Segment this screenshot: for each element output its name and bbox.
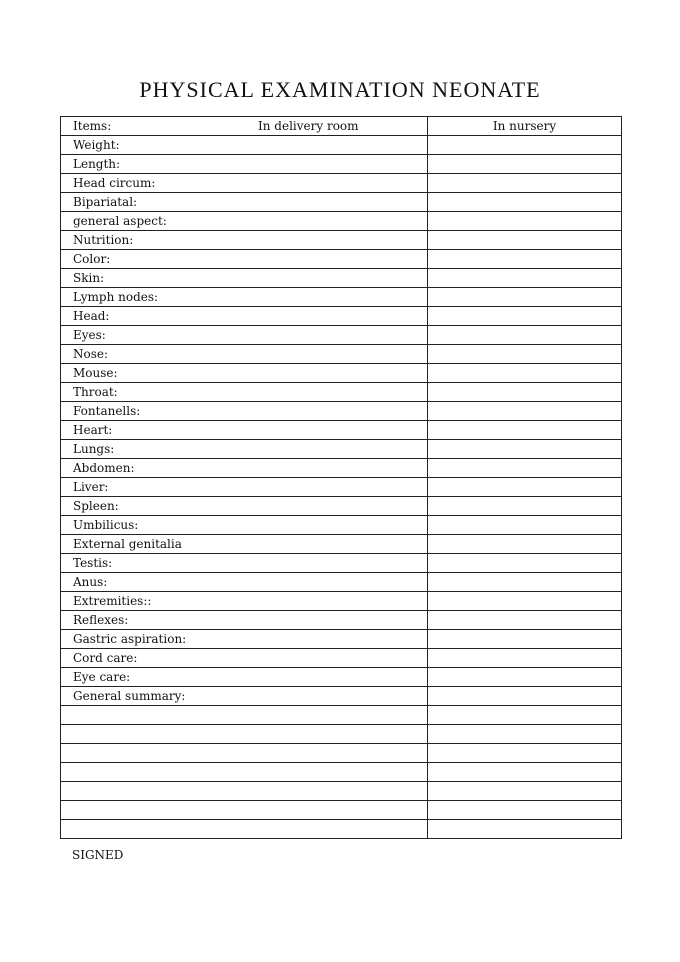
blank-row	[61, 801, 622, 820]
table-row	[61, 497, 622, 516]
table-row	[61, 478, 622, 497]
table-row	[61, 687, 622, 706]
table-row	[61, 421, 622, 440]
nursery-cell[interactable]	[428, 630, 622, 649]
item-label: Eyes:	[73, 328, 106, 342]
document-title: PHYSICAL EXAMINATION NEONATE	[139, 77, 541, 102]
blank-row	[61, 725, 622, 744]
blank-left-cell[interactable]	[61, 782, 428, 801]
delivery-room-cell[interactable]	[61, 402, 428, 421]
blank-row	[61, 820, 622, 839]
item-label: Gastric aspiration:	[73, 632, 187, 646]
delivery-room-cell[interactable]	[61, 345, 428, 364]
table-row	[61, 364, 622, 383]
header-left-cell	[61, 117, 428, 136]
delivery-room-cell[interactable]	[61, 193, 428, 212]
blank-right-cell[interactable]	[428, 763, 622, 782]
blank-right-cell[interactable]	[428, 725, 622, 744]
item-label: Reflexes:	[73, 613, 129, 627]
table-row	[61, 554, 622, 573]
item-label: Mouse:	[73, 366, 118, 380]
nursery-cell[interactable]	[428, 459, 622, 478]
nursery-cell[interactable]	[428, 326, 622, 345]
table-row	[61, 193, 622, 212]
delivery-room-cell[interactable]	[61, 535, 428, 554]
table-row	[61, 250, 622, 269]
table-row	[61, 649, 622, 668]
header-delivery-room-label: In delivery room	[258, 119, 359, 133]
item-label: Bipariatal:	[73, 195, 138, 209]
item-label: Length:	[73, 157, 121, 171]
nursery-cell[interactable]	[428, 592, 622, 611]
nursery-cell[interactable]	[428, 649, 622, 668]
blank-right-cell[interactable]	[428, 706, 622, 725]
table-row	[61, 668, 622, 687]
delivery-room-cell[interactable]	[61, 212, 428, 231]
nursery-cell[interactable]	[428, 554, 622, 573]
delivery-room-cell[interactable]	[61, 231, 428, 250]
delivery-room-cell[interactable]	[61, 497, 428, 516]
nursery-cell[interactable]	[428, 193, 622, 212]
delivery-room-cell[interactable]	[61, 611, 428, 630]
item-label: Testis:	[73, 556, 113, 570]
nursery-cell[interactable]	[428, 687, 622, 706]
item-label: Umbilicus:	[73, 518, 139, 532]
blank-right-cell[interactable]	[428, 820, 622, 839]
blank-right-cell[interactable]	[428, 744, 622, 763]
blank-left-cell[interactable]	[61, 706, 428, 725]
delivery-room-cell[interactable]	[61, 649, 428, 668]
item-label: Spleen:	[73, 499, 119, 513]
delivery-room-cell[interactable]	[61, 155, 428, 174]
table-row	[61, 630, 622, 649]
blank-right-cell[interactable]	[428, 782, 622, 801]
header-nursery-label: In nursery	[492, 119, 557, 133]
item-label: Lungs:	[73, 442, 115, 456]
blank-left-cell[interactable]	[61, 801, 428, 820]
item-label: general aspect:	[73, 214, 167, 228]
item-label: Throat:	[73, 385, 118, 399]
nursery-cell[interactable]	[428, 497, 622, 516]
table-row	[61, 611, 622, 630]
nursery-cell[interactable]	[428, 440, 622, 459]
delivery-room-cell[interactable]	[61, 421, 428, 440]
delivery-room-cell[interactable]	[61, 440, 428, 459]
table-row	[61, 307, 622, 326]
item-label: Color:	[73, 252, 111, 266]
nursery-cell[interactable]	[428, 269, 622, 288]
item-label: Anus:	[73, 575, 108, 589]
table-row	[61, 231, 622, 250]
item-label: Eye care:	[73, 670, 131, 684]
item-label: Heart:	[73, 423, 113, 437]
delivery-room-cell[interactable]	[61, 687, 428, 706]
item-label: Fontanells:	[73, 404, 141, 418]
table-row	[61, 592, 622, 611]
table-row	[61, 402, 622, 421]
nursery-cell[interactable]	[428, 573, 622, 592]
item-label: Nose:	[73, 347, 109, 361]
nursery-cell[interactable]	[428, 516, 622, 535]
table-row	[61, 326, 622, 345]
delivery-room-cell[interactable]	[61, 554, 428, 573]
delivery-room-cell[interactable]	[61, 592, 428, 611]
examination-table	[60, 116, 622, 839]
item-label: Extremities::	[73, 594, 152, 608]
nursery-cell[interactable]	[428, 668, 622, 687]
item-label: Abdomen:	[73, 461, 135, 475]
table-row	[61, 516, 622, 535]
table-row	[61, 155, 622, 174]
blank-row	[61, 782, 622, 801]
table-row	[61, 459, 622, 478]
table-row	[61, 345, 622, 364]
nursery-cell[interactable]	[428, 288, 622, 307]
table-row	[61, 212, 622, 231]
blank-left-cell[interactable]	[61, 744, 428, 763]
delivery-room-cell[interactable]	[61, 516, 428, 535]
item-label: Cord care:	[73, 651, 138, 665]
delivery-room-cell[interactable]	[61, 573, 428, 592]
table-row	[61, 174, 622, 193]
delivery-room-cell[interactable]	[61, 174, 428, 193]
item-label: Head:	[73, 309, 110, 323]
item-label: Head circum:	[73, 176, 156, 190]
delivery-room-cell[interactable]	[61, 326, 428, 345]
delivery-room-cell[interactable]	[61, 288, 428, 307]
table-row	[61, 535, 622, 554]
table-row	[61, 288, 622, 307]
blank-left-cell[interactable]	[61, 763, 428, 782]
table-row	[61, 269, 622, 288]
blank-row	[61, 763, 622, 782]
delivery-room-cell[interactable]	[61, 459, 428, 478]
nursery-cell[interactable]	[428, 174, 622, 193]
signed-label: SIGNED	[72, 848, 124, 862]
delivery-room-cell[interactable]	[61, 250, 428, 269]
delivery-room-cell[interactable]	[61, 136, 428, 155]
table-row	[61, 136, 622, 155]
item-label: Liver:	[73, 480, 109, 494]
table-row	[61, 440, 622, 459]
item-label: External genitalia	[73, 537, 182, 551]
delivery-room-cell[interactable]	[61, 307, 428, 326]
item-label: Nutrition:	[73, 233, 134, 247]
header-right-cell	[428, 117, 622, 136]
nursery-cell[interactable]	[428, 212, 622, 231]
blank-row	[61, 706, 622, 725]
delivery-room-cell[interactable]	[61, 630, 428, 649]
delivery-room-cell[interactable]	[61, 364, 428, 383]
delivery-room-cell[interactable]	[61, 478, 428, 497]
nursery-cell[interactable]	[428, 383, 622, 402]
delivery-room-cell[interactable]	[61, 269, 428, 288]
nursery-cell[interactable]	[428, 478, 622, 497]
blank-left-cell[interactable]	[61, 820, 428, 839]
nursery-cell[interactable]	[428, 136, 622, 155]
item-label: Weight:	[73, 138, 120, 152]
item-label: Skin:	[73, 271, 105, 285]
item-label: Lymph nodes:	[73, 290, 159, 304]
delivery-room-cell[interactable]	[61, 383, 428, 402]
nursery-cell[interactable]	[428, 421, 622, 440]
blank-left-cell[interactable]	[61, 725, 428, 744]
nursery-cell[interactable]	[428, 155, 622, 174]
nursery-cell[interactable]	[428, 611, 622, 630]
nursery-cell[interactable]	[428, 345, 622, 364]
blank-row	[61, 744, 622, 763]
nursery-cell[interactable]	[428, 364, 622, 383]
delivery-room-cell[interactable]	[61, 668, 428, 687]
nursery-cell[interactable]	[428, 402, 622, 421]
table-header-row	[61, 117, 622, 136]
nursery-cell[interactable]	[428, 250, 622, 269]
nursery-cell[interactable]	[428, 535, 622, 554]
item-label: General summary:	[73, 689, 186, 703]
header-items-label: Items:	[73, 119, 112, 133]
nursery-cell[interactable]	[428, 307, 622, 326]
nursery-cell[interactable]	[428, 231, 622, 250]
blank-right-cell[interactable]	[428, 801, 622, 820]
table-row	[61, 573, 622, 592]
table-row	[61, 383, 622, 402]
